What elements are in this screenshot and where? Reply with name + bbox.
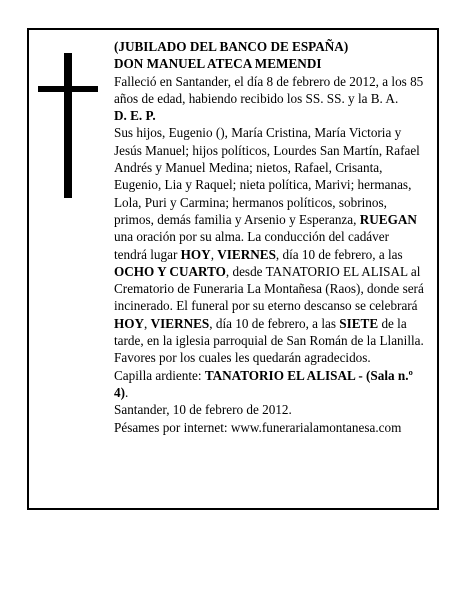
obituary-deceased-name: DON MANUEL ATECA MEMENDI xyxy=(114,56,322,72)
obituary-ruegan-rest: una oración por su alma. La conducción del cadáver tendrá lugar xyxy=(114,229,389,262)
obituary-sep-1: , xyxy=(210,246,218,262)
obituary-hora-1: OCHO Y CUARTO xyxy=(114,263,226,279)
obituary-pesames: Pésames por internet: www.funerarialamontanesa.com xyxy=(114,419,402,435)
obituary-sep-2: , xyxy=(144,315,151,331)
obituary-header-institution: (JUBILADO DEL BANCO DE ESPAÑA) xyxy=(114,39,349,54)
obituary-capilla-value: TANATORIO EL ALISAL - (Sala n.º 4) xyxy=(114,367,413,400)
obituary-capilla xyxy=(114,367,424,402)
obituary-funeral-rest: de la tarde, en la iglesia parroquial de San Román de la Llanilla. Favores por los cuales les quedarán agradecidos. xyxy=(114,315,424,366)
obituary-text xyxy=(114,38,424,436)
obituary-capilla-end: . xyxy=(125,384,129,400)
obituary-body xyxy=(114,124,424,366)
obituary-family: Sus hijos, Eugenio (), María Cristina, María Victoria y Jesús Manuel; hijos políticos, Lourdes San Martín, Rafael Andrés y Manuel Medina; nietos, Rafael, Crisanta, Eugenio, Lia y Raquel; nieta política, Marivi; hermanas, Lola, Puri y Carmina; hermanos políticos, sobrinos, primos, demás familia y Arsenio y Esperanza, xyxy=(114,125,420,227)
obituary-conduccion-date: , día 10 de febrero, a las xyxy=(275,246,403,262)
obituary-date-line: Santander, 10 de febrero de 2012. xyxy=(114,402,292,418)
cross-icon xyxy=(38,53,98,198)
obituary-hoy-1: HOY xyxy=(180,246,211,262)
obituary-funeral-date: , día 10 de febrero, a las xyxy=(209,315,340,331)
obituary-viernes-2: VIERNES xyxy=(150,315,210,331)
obituary-dep: D. E. P. xyxy=(114,108,156,124)
cross-horizontal-bar xyxy=(38,86,98,92)
obituary-intro: Falleció en Santander, el día 8 de febrero de 2012, a los 85 años de edad, habiendo recibido los SS. SS. y la B. A. xyxy=(114,73,424,106)
obituary-hora-2: SIETE xyxy=(339,315,379,331)
obituary-conduccion-place: , desde TANATORIO EL ALISAL al Crematorio de Funeraria La Montañesa (Raos), donde será incinerado. El funeral por su eterno descanso se celebrará xyxy=(114,263,424,314)
obituary-ruegan: RUEGAN xyxy=(359,211,417,227)
obituary-hoy-2: HOY xyxy=(114,315,145,331)
cross-vertical-bar xyxy=(64,53,72,198)
obituary-viernes-1: VIERNES xyxy=(217,246,276,262)
obituary-capilla-label: Capilla ardiente: xyxy=(114,367,205,383)
